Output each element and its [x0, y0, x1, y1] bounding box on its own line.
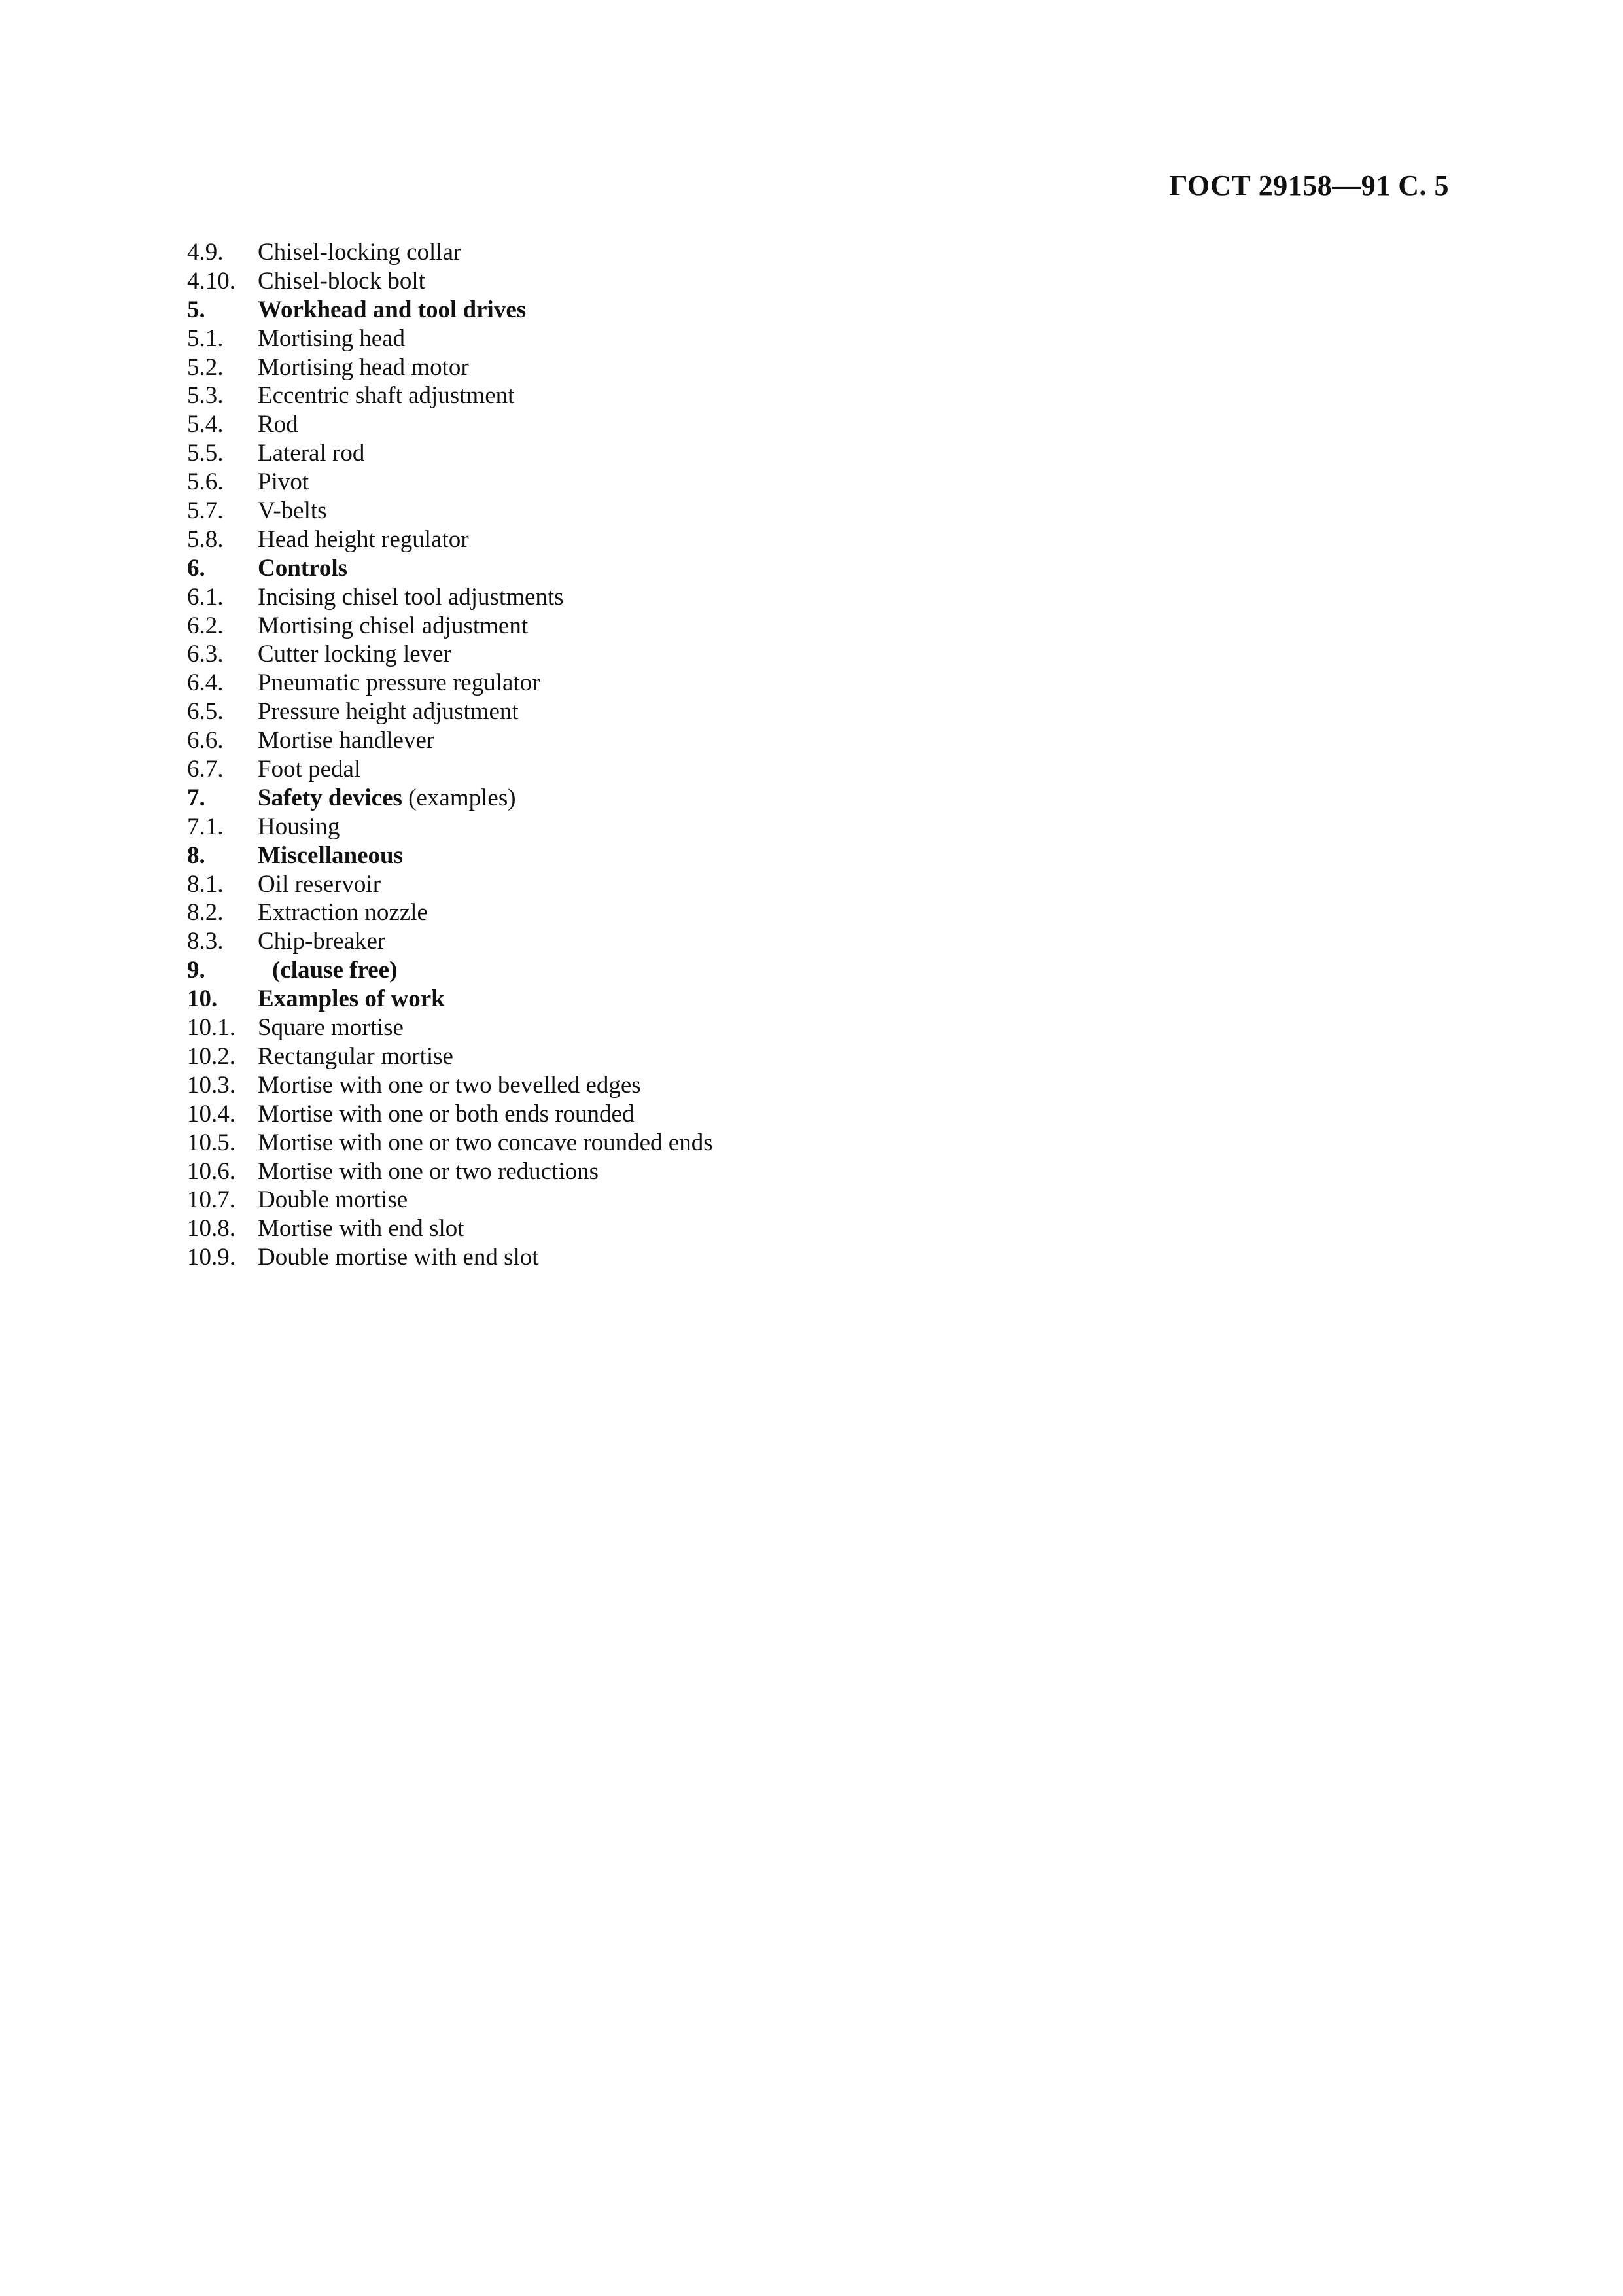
item-number: 10.1. [187, 1014, 236, 1042]
list-item [187, 1157, 713, 1186]
list-item [187, 640, 713, 669]
item-label: Head height regulator [258, 525, 469, 553]
list-item [187, 497, 713, 525]
item-text [258, 1014, 404, 1042]
item-label: Extraction nozzle [258, 899, 428, 927]
item-number: 6. [187, 554, 205, 582]
item-number: 8.1. [187, 870, 224, 898]
item-text [258, 468, 309, 497]
list-item [187, 1071, 713, 1100]
item-number: 6.4. [187, 669, 224, 697]
list-item [187, 353, 713, 382]
item-label: Double mortise [258, 1186, 408, 1214]
item-text [258, 325, 405, 353]
item-text [258, 554, 347, 583]
item-label: Square mortise [258, 1014, 404, 1042]
item-number: 10.4. [187, 1100, 236, 1127]
item-label: Housing [258, 813, 340, 840]
page-header-standard-ref: ГОСТ 29158—91 С. 5 [1169, 169, 1449, 202]
item-text [258, 698, 519, 726]
item-number: 4.10. [187, 267, 236, 294]
item-number: 6.5. [187, 698, 224, 726]
list-item [187, 726, 713, 755]
item-text [258, 755, 360, 784]
item-label: Mortising chisel adjustment [258, 612, 529, 639]
list-item [187, 583, 713, 612]
list-item [187, 1129, 713, 1157]
item-number: 8.2. [187, 899, 224, 927]
item-text [258, 1157, 599, 1186]
item-label: Rod [258, 411, 298, 438]
item-number: 7.1. [187, 813, 224, 840]
term-list [187, 238, 713, 1272]
item-text [258, 927, 385, 956]
item-label: Examples of work [258, 985, 445, 1013]
item-text [258, 1071, 641, 1100]
item-text [258, 583, 564, 612]
item-label: V-belts [258, 497, 327, 525]
item-text [258, 1214, 464, 1243]
item-number: 10. [187, 985, 218, 1013]
item-text [258, 1129, 713, 1157]
list-item [187, 1042, 713, 1071]
item-number: 10.8. [187, 1215, 236, 1243]
item-label: Rectangular mortise [258, 1042, 453, 1070]
item-label: Pneumatic pressure regulator [258, 669, 540, 697]
list-item [187, 612, 713, 641]
list-item [187, 813, 713, 841]
item-number: 10.9. [187, 1244, 236, 1271]
item-number: 4.9. [187, 239, 224, 266]
list-item [187, 927, 713, 956]
list-item [187, 698, 713, 726]
item-number: 6.1. [187, 583, 224, 610]
item-number: 10.2. [187, 1042, 236, 1070]
list-item [187, 1014, 713, 1042]
item-number: 10.5. [187, 1129, 236, 1156]
item-number: 9. [187, 957, 205, 984]
list-item [187, 870, 713, 899]
list-item [187, 381, 713, 410]
item-label: Incising chisel tool adjustments [258, 583, 564, 610]
item-label: Controls [258, 554, 348, 582]
item-label: Mortise with end slot [258, 1215, 464, 1243]
item-label: Mortise with one or two concave rounded ends [258, 1129, 713, 1156]
item-label: Foot pedal [258, 756, 361, 783]
item-label: Safety devices [258, 784, 402, 811]
item-text [258, 985, 445, 1014]
item-text [258, 813, 340, 841]
section-heading [187, 985, 713, 1014]
item-text [258, 1186, 408, 1214]
item-text [258, 1042, 453, 1071]
item-text [258, 870, 381, 899]
list-item [187, 669, 713, 698]
item-text [258, 238, 461, 267]
item-number: 5.4. [187, 411, 224, 438]
item-label: Eccentric shaft adjustment [258, 382, 515, 410]
item-text [258, 669, 540, 698]
item-number: 6.3. [187, 641, 224, 668]
list-item [187, 468, 713, 497]
item-text [258, 726, 434, 755]
item-number: 6.6. [187, 727, 224, 754]
item-text [258, 1100, 634, 1129]
item-number: 8. [187, 841, 205, 869]
list-item [187, 525, 713, 554]
list-item [187, 1243, 713, 1272]
item-label: Cutter locking lever [258, 641, 451, 668]
item-number: 6.7. [187, 756, 224, 783]
item-number: 10.6. [187, 1157, 236, 1185]
item-label: Mortise with one or both ends rounded [258, 1100, 635, 1127]
list-item [187, 755, 713, 784]
item-text [258, 439, 364, 468]
section-heading [187, 841, 713, 870]
list-item [187, 1186, 713, 1214]
item-label: Pivot [258, 468, 309, 496]
item-label: Pressure height adjustment [258, 698, 519, 726]
item-number: 6.2. [187, 612, 224, 639]
item-label: (clause free) [272, 957, 398, 984]
item-label: Mortise with one or two reductions [258, 1157, 599, 1185]
item-text [258, 525, 469, 554]
list-item [187, 238, 713, 267]
list-item [187, 267, 713, 296]
item-label: Mortise with one or two bevelled edges [258, 1071, 641, 1099]
item-number: 5.8. [187, 525, 224, 553]
item-number: 5.3. [187, 382, 224, 410]
section-heading [187, 784, 713, 813]
item-note: (examples) [408, 784, 516, 811]
item-number: 10.7. [187, 1186, 236, 1214]
item-text [258, 612, 528, 641]
item-text [258, 296, 526, 325]
item-text [258, 898, 428, 927]
item-label: Oil reservoir [258, 870, 381, 898]
list-item [187, 1214, 713, 1243]
item-label: Chisel-locking collar [258, 239, 462, 266]
item-text [258, 956, 397, 985]
item-text [258, 381, 514, 410]
section-heading [187, 956, 713, 985]
item-number: 5.1. [187, 325, 224, 352]
item-label: Chisel-block bolt [258, 267, 425, 294]
item-number: 5.7. [187, 497, 224, 525]
item-text [258, 497, 327, 525]
item-label: Mortising head [258, 325, 406, 352]
list-item [187, 325, 713, 353]
item-label: Workhead and tool drives [258, 296, 527, 323]
item-text [258, 267, 425, 296]
item-number: 5.6. [187, 468, 224, 496]
item-number: 5.5. [187, 440, 224, 467]
list-item [187, 410, 713, 439]
item-text [258, 1243, 539, 1272]
item-number: 5. [187, 296, 205, 323]
item-number: 5.2. [187, 353, 224, 381]
item-label: Double mortise with end slot [258, 1244, 539, 1271]
section-heading [187, 554, 713, 583]
item-label: Chip-breaker [258, 928, 386, 955]
list-item [187, 898, 713, 927]
item-label: Lateral rod [258, 440, 365, 467]
item-text [258, 353, 469, 382]
list-item [187, 1100, 713, 1129]
item-text [258, 640, 451, 669]
item-label: Mortising head motor [258, 353, 469, 381]
item-number: 7. [187, 784, 205, 811]
item-number: 10.3. [187, 1071, 236, 1099]
section-heading [187, 296, 713, 325]
item-number: 8.3. [187, 928, 224, 955]
list-item [187, 439, 713, 468]
item-text [258, 841, 403, 870]
item-label: Mortise handlever [258, 727, 435, 754]
item-text [258, 784, 516, 813]
item-label: Miscellaneous [258, 841, 403, 869]
item-text [258, 410, 298, 439]
